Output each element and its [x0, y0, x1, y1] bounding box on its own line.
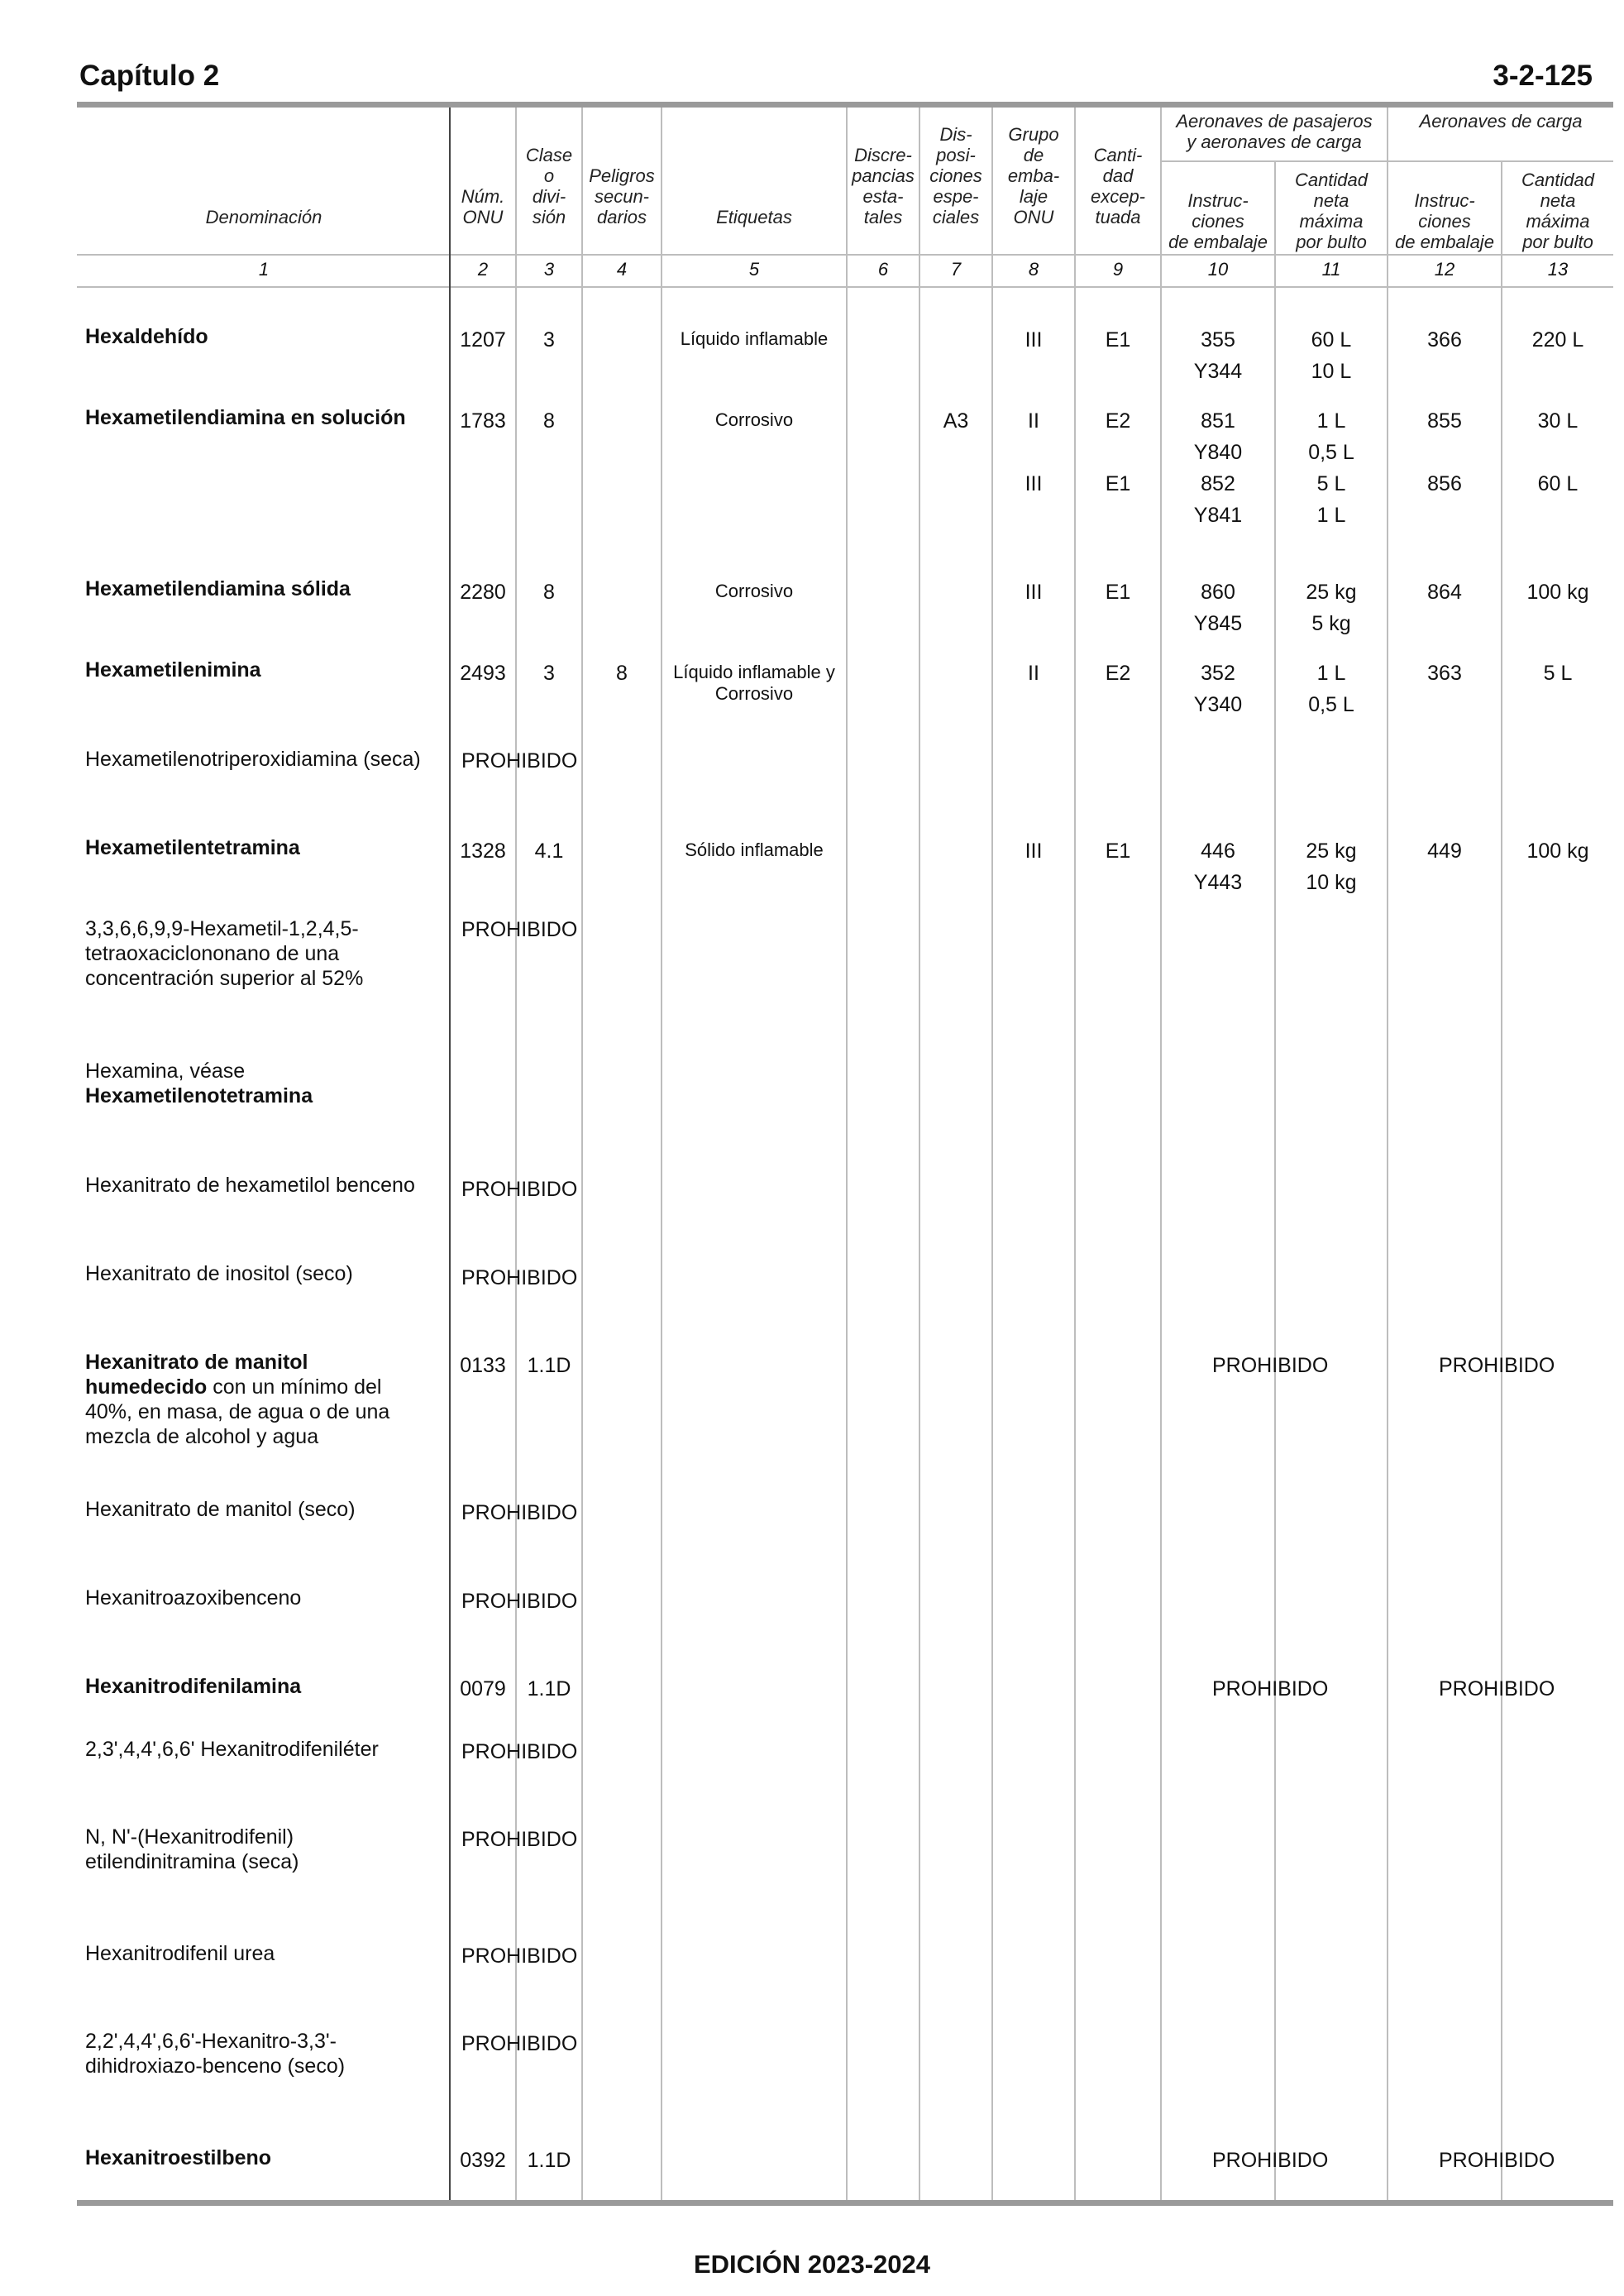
- row-un-number: 0392: [460, 2149, 506, 2172]
- row-cargo-quantity: 5 L: [1543, 662, 1573, 685]
- row-name: Hexametilentetramina: [85, 836, 300, 859]
- row-un-number: 1207: [460, 328, 506, 352]
- row-pax-quantity: 25 kg 5 kg: [1306, 581, 1357, 635]
- prohibido-text: PROHIBIDO: [461, 1828, 578, 1851]
- row-name: 3,3,6,6,9,9-Hexametil-1,2,4,5- tetraoxaciclononano de una concentración superior al 52%: [85, 917, 364, 990]
- col-header-cargo-group: Aeronaves de carga: [1419, 111, 1583, 132]
- col-header-clase: Clase o divi- sión: [525, 145, 573, 227]
- row-name: Hexanitrato de hexametilol benceno: [85, 1174, 415, 1197]
- row-packing-group: III: [1025, 839, 1043, 863]
- header-bottom-rule: [77, 254, 1613, 256]
- row-class: 8: [543, 409, 555, 433]
- col-number: 3: [543, 259, 555, 280]
- row-label: Sólido inflamable: [685, 839, 824, 860]
- row-pax-instruction: 851 Y840 852 Y841: [1193, 409, 1243, 527]
- col-number: 1: [258, 259, 270, 280]
- page-reference: 3-2-125: [1493, 60, 1593, 92]
- row-class: 3: [543, 662, 555, 685]
- row-name: Hexanitrato de inositol (seco): [85, 1262, 353, 1285]
- row-packing-group: II III: [1025, 409, 1043, 495]
- row-cargo-quantity: 30 L 60 L: [1537, 409, 1579, 495]
- row-class: 3: [543, 328, 555, 352]
- row-secondary-hazard: 8: [616, 662, 628, 685]
- col-number: 9: [1112, 259, 1124, 280]
- prohibido-text: PROHIBIDO: [461, 2032, 578, 2055]
- col-header-cantidad-exceptuada: Canti- dad excep- tuada: [1090, 145, 1146, 227]
- row-name: Hexametilenotriperoxidiamina (seca): [85, 748, 421, 771]
- col-number: 2: [477, 259, 489, 280]
- row-cargo-instruction: 864: [1427, 581, 1462, 604]
- col-header-cargo-instrucciones: Instruc- ciones de embalaje: [1395, 190, 1494, 252]
- row-class: 1.1D: [527, 1354, 571, 1377]
- row-name: 2,2',4,4',6,6'-Hexanitro-3,3'- dihidroxiazo-benceno (seco): [85, 2030, 346, 2078]
- cargo-prohibido-text: PROHIBIDO: [1439, 1677, 1555, 1700]
- row-class: 4.1: [534, 839, 564, 863]
- pax-prohibido-text: PROHIBIDO: [1212, 1354, 1329, 1377]
- prohibido-text: PROHIBIDO: [461, 749, 578, 773]
- pax-prohibido-text: PROHIBIDO: [1212, 1677, 1329, 1700]
- row-un-number: 1328: [460, 839, 506, 863]
- row-name: Hexametilenimina: [85, 658, 261, 682]
- row-cargo-quantity: 100 kg: [1526, 581, 1589, 604]
- prohibido-text: PROHIBIDO: [461, 1590, 578, 1613]
- row-name: Hexaldehído: [85, 325, 208, 348]
- row-excepted-qty: E1: [1105, 839, 1131, 863]
- chapter-title: Capítulo 2: [79, 60, 220, 92]
- row-pax-quantity: 1 L 0,5 L: [1308, 662, 1354, 716]
- row-un-number: 1783: [460, 409, 506, 433]
- row-pax-quantity: 1 L 0,5 L 5 L 1 L: [1308, 409, 1354, 527]
- row-class: 8: [543, 581, 555, 604]
- row-name: Hexanitrato de manitol (seco): [85, 1498, 356, 1521]
- row-label: Corrosivo: [714, 409, 794, 430]
- cargo-prohibido-text: PROHIBIDO: [1439, 2149, 1555, 2172]
- row-pax-instruction: 355 Y344: [1193, 328, 1243, 383]
- row-name: Hexanitrodifenilamina: [85, 1675, 302, 1698]
- row-packing-group: III: [1025, 328, 1043, 352]
- col-number: 10: [1207, 259, 1229, 280]
- row-name: N, N'-(Hexanitrodifenil) etilendinitramina (seca): [85, 1825, 299, 1873]
- row-excepted-qty: E2 E1: [1105, 409, 1131, 495]
- row-class: 1.1D: [527, 2149, 571, 2172]
- row-excepted-qty: E1: [1105, 581, 1131, 604]
- col-header-grupo-embalaje: Grupo de emba- laje ONU: [1007, 124, 1060, 227]
- footer-rule: [77, 2200, 1613, 2206]
- cargo-prohibido-text: PROHIBIDO: [1439, 1354, 1555, 1377]
- col-header-discrepancias: Discre- pancias esta- tales: [852, 145, 915, 227]
- row-un-number: 0133: [460, 1354, 506, 1377]
- row-excepted-qty: E1: [1105, 328, 1131, 352]
- row-pax-quantity: 25 kg 10 kg: [1306, 839, 1357, 894]
- col-number: 5: [748, 259, 760, 280]
- row-name: 2,3',4,4',6,6' Hexanitrodifeniléter: [85, 1738, 379, 1761]
- pax-prohibido-text: PROHIBIDO: [1212, 2149, 1329, 2172]
- prohibido-text: PROHIBIDO: [461, 918, 578, 941]
- col-header-pax-cantidad: Cantidad neta máxima por bulto: [1294, 170, 1368, 252]
- header-rule: [77, 102, 1613, 108]
- row-label: Líquido inflamable: [680, 328, 829, 349]
- row-pax-instruction: 860 Y845: [1193, 581, 1243, 635]
- row-cargo-quantity: 100 kg: [1526, 839, 1589, 863]
- prohibido-text: PROHIBIDO: [461, 1501, 578, 1524]
- prohibido-text: PROHIBIDO: [461, 1266, 578, 1289]
- row-name: Hexanitroazoxibenceno: [85, 1586, 302, 1610]
- row-name: Hexametilendiamina sólida: [85, 577, 351, 600]
- row-pax-quantity: 60 L 10 L: [1311, 328, 1352, 383]
- row-packing-group: III: [1025, 581, 1043, 604]
- col-number: 13: [1547, 259, 1569, 280]
- col-header-disposiciones: Dis- posi- ciones espe- ciales: [929, 124, 982, 227]
- row-name: Hexanitroestilbeno: [85, 2146, 272, 2169]
- col-header-etiquetas: Etiquetas: [716, 207, 792, 227]
- row-label: Líquido inflamable y Corrosivo: [673, 662, 835, 704]
- row-cargo-instruction: 366: [1427, 328, 1462, 352]
- col-header-num-onu: Núm. ONU: [461, 186, 505, 227]
- row-name: Hexamina, véase Hexametilenotetramina: [85, 1060, 313, 1107]
- row-un-number: 2280: [460, 581, 506, 604]
- col-number: 6: [877, 259, 889, 280]
- prohibido-text: PROHIBIDO: [461, 1944, 578, 1968]
- col-number: 8: [1028, 259, 1039, 280]
- col-header-denominacion: Denominación: [205, 207, 322, 227]
- col-header-peligros: Peligros secun- darios: [589, 165, 655, 227]
- col-header-cargo-cantidad: Cantidad neta máxima por bulto: [1521, 170, 1595, 252]
- row-class: 1.1D: [527, 1677, 571, 1700]
- col-number: 7: [950, 259, 962, 280]
- row-cargo-instruction: 855 856: [1427, 409, 1462, 495]
- row-cargo-instruction: 363: [1427, 662, 1462, 685]
- row-un-number: 0079: [460, 1677, 506, 1700]
- row-special-provision: A3: [943, 409, 969, 433]
- row-packing-group: II: [1028, 662, 1039, 685]
- col-header-pax-group: Aeronaves de pasajeros y aeronaves de carga: [1176, 111, 1373, 152]
- prohibido-text: PROHIBIDO: [461, 1178, 578, 1201]
- column-number-rule: [77, 286, 1613, 288]
- row-cargo-instruction: 449: [1427, 839, 1462, 863]
- row-un-number: 2493: [460, 662, 506, 685]
- col-number: 12: [1434, 259, 1455, 280]
- row-name: Hexametilendiamina en solución: [85, 406, 406, 429]
- row-name: Hexanitrodifenil urea: [85, 1942, 275, 1965]
- prohibido-text: PROHIBIDO: [461, 1740, 578, 1763]
- row-name: Hexanitrato de manitol humedecido con un mínimo del 40%, en masa, de agua o de una mezcla de alcohol y agua: [85, 1351, 390, 1448]
- col-number: 11: [1321, 259, 1341, 280]
- col-number: 4: [616, 259, 628, 280]
- row-pax-instruction: 352 Y340: [1193, 662, 1243, 716]
- row-label: Corrosivo: [714, 581, 794, 601]
- row-cargo-quantity: 220 L: [1531, 328, 1584, 352]
- row-pax-instruction: 446 Y443: [1193, 839, 1243, 894]
- col-header-pax-instrucciones: Instruc- ciones de embalaje: [1168, 190, 1268, 252]
- edition-footer: EDICIÓN 2023-2024: [693, 2250, 931, 2279]
- row-excepted-qty: E2: [1105, 662, 1131, 685]
